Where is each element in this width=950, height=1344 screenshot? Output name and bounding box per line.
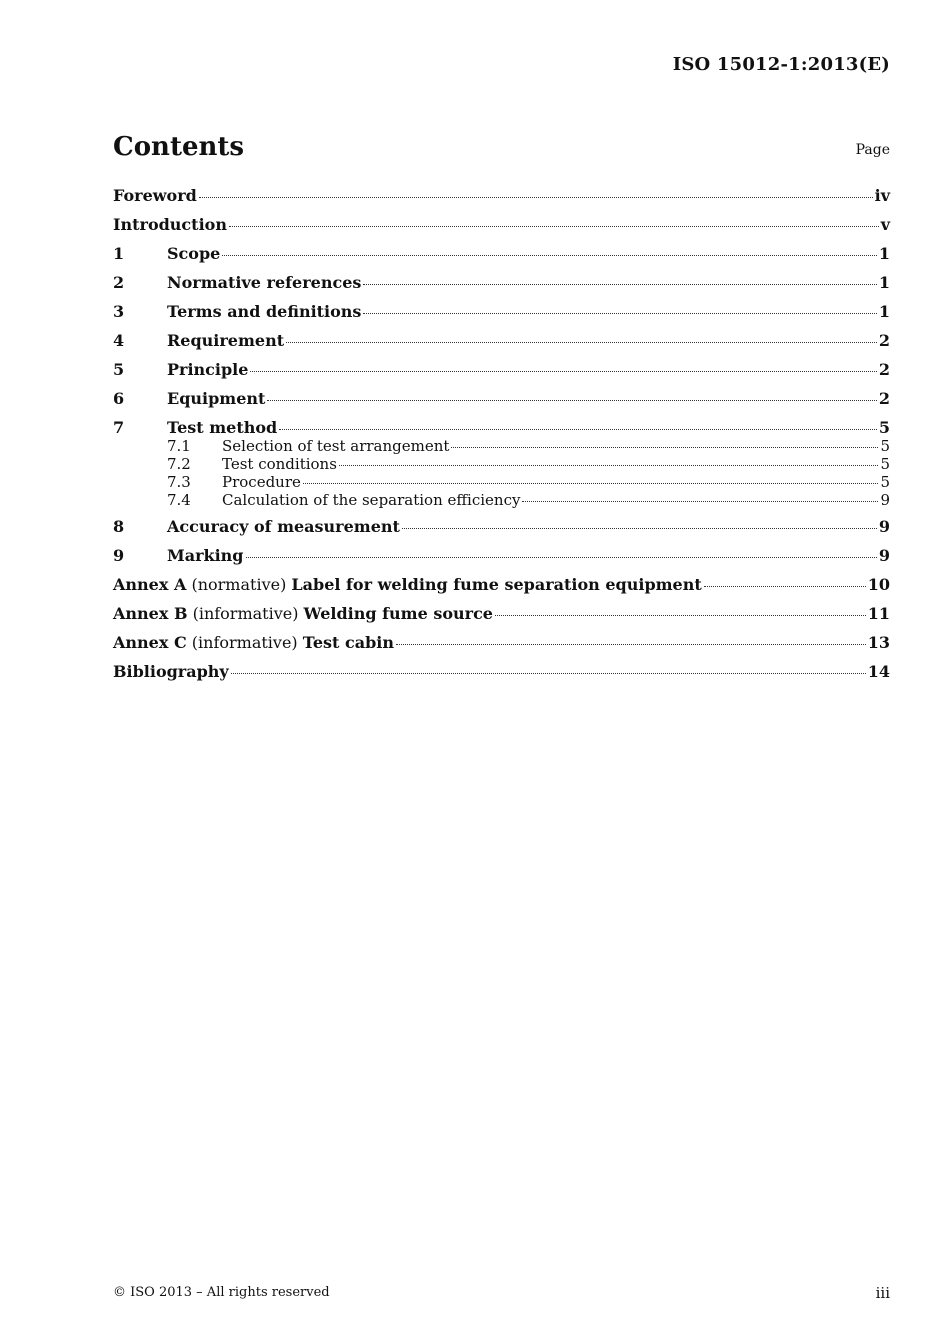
toc-entry-page: 13 (867, 633, 890, 652)
toc-entry-page: 9 (878, 517, 890, 536)
annex-title: Label for welding fume separation equipment (291, 575, 702, 594)
toc-entry[interactable] (113, 604, 890, 623)
dot-leader (396, 644, 866, 645)
toc-entry-page: 1 (878, 244, 890, 263)
annex-type: (informative) (186, 633, 303, 652)
toc-entry[interactable] (113, 662, 890, 681)
toc-entry-page: 10 (867, 575, 890, 594)
annex-label: Annex A (113, 575, 187, 594)
copyright-notice: © ISO 2013 – All rights reserved (113, 1285, 330, 1300)
toc-entry[interactable] (113, 331, 890, 350)
toc-entry[interactable] (113, 389, 890, 408)
toc-entry-number: 9 (113, 546, 125, 565)
toc-entry-number: 3 (113, 302, 125, 321)
toc-entry-title: Procedure (222, 473, 301, 491)
toc-entry-page: 1 (878, 302, 890, 321)
page-column-label: Page (855, 142, 890, 158)
toc-entry-number: 7.4 (167, 491, 191, 509)
toc-entry-title: Principle (167, 360, 249, 379)
dot-leader (363, 284, 876, 285)
dot-leader (229, 226, 879, 227)
annex-title: Welding fume source (303, 604, 493, 623)
annex-title: Test cabin (302, 633, 394, 652)
toc-entry[interactable] (113, 273, 890, 292)
dot-leader (522, 501, 878, 502)
toc-entry-page: v (880, 215, 890, 234)
dot-leader (495, 615, 866, 616)
toc-entry-page: 2 (878, 331, 890, 350)
toc-entry-number: 4 (113, 331, 125, 350)
toc-entry-number: 7.3 (167, 473, 191, 491)
toc-entry-page: 5 (880, 473, 890, 491)
toc-entry[interactable] (113, 517, 890, 536)
toc-entry-page: 5 (880, 455, 890, 473)
toc-entry-title: Normative references (167, 273, 362, 292)
dot-leader (231, 673, 866, 674)
annex-type: (informative) (187, 604, 304, 623)
toc-entry-page: 1 (878, 273, 890, 292)
toc-entry-title: Marking (167, 546, 244, 565)
dot-leader (199, 197, 873, 198)
toc-entry-page: 9 (878, 546, 890, 565)
toc-entry[interactable] (113, 491, 890, 509)
toc-entry[interactable] (113, 437, 890, 455)
toc-entry-title: Introduction (113, 215, 227, 234)
toc-entry-number: 7.2 (167, 455, 191, 473)
toc-entry[interactable] (113, 546, 890, 565)
toc-entry-number: 5 (113, 360, 125, 379)
document-id: ISO 15012-1:2013(E) (672, 54, 890, 75)
toc-entry-title: Requirement (167, 331, 285, 350)
toc-entry[interactable] (113, 244, 890, 263)
toc-entry-number: 8 (113, 517, 125, 536)
page-number: iii (875, 1284, 890, 1302)
toc-entry[interactable] (113, 418, 890, 437)
toc-entry-number: 7 (113, 418, 125, 437)
toc-entry-number: 7.1 (167, 437, 191, 455)
dot-leader (339, 465, 879, 466)
dot-leader (402, 528, 877, 529)
toc-entry-title: Bibliography (113, 662, 229, 681)
toc-entry-title: Scope (167, 244, 221, 263)
annex-label: Annex C (113, 633, 187, 652)
toc-entry-title: Terms and definitions (167, 302, 362, 321)
toc-entry-page: 2 (878, 360, 890, 379)
dot-leader (267, 400, 876, 401)
toc-entry[interactable] (113, 473, 890, 491)
dot-leader (451, 447, 878, 448)
annex-label: Annex B (113, 604, 188, 623)
toc-entry-page: iv (874, 186, 890, 205)
toc-entry-title: Calculation of the separation efficiency (222, 491, 521, 509)
table-of-contents (113, 186, 890, 681)
toc-entry[interactable] (113, 360, 890, 379)
toc-entry[interactable] (113, 186, 890, 205)
toc-entry-title: Equipment (167, 389, 266, 408)
dot-leader (286, 342, 877, 343)
dot-leader (363, 313, 876, 314)
toc-entry-title: Selection of test arrangement (222, 437, 450, 455)
dot-leader (279, 429, 877, 430)
toc-entry-title: Foreword (113, 186, 197, 205)
toc-entry-title: Test method (167, 418, 278, 437)
contents-heading: Contents (113, 132, 245, 162)
toc-entry-page: 5 (878, 418, 890, 437)
toc-entry[interactable] (113, 302, 890, 321)
dot-leader (250, 371, 876, 372)
toc-entry-title: Accuracy of measurement (167, 517, 400, 536)
toc-entry-page: 2 (878, 389, 890, 408)
toc-entry-title (113, 604, 493, 623)
toc-entry-title (113, 633, 394, 652)
toc-entry-page: 11 (867, 604, 890, 623)
dot-leader (303, 483, 879, 484)
toc-entry-title (113, 575, 702, 594)
toc-entry[interactable] (113, 633, 890, 652)
annex-type: (normative) (186, 575, 292, 594)
toc-entry-page: 9 (880, 491, 890, 509)
toc-entry-number: 6 (113, 389, 125, 408)
toc-entry-title: Test conditions (222, 455, 337, 473)
dot-leader (222, 255, 877, 256)
dot-leader (704, 586, 866, 587)
toc-entry-page: 5 (880, 437, 890, 455)
toc-entry[interactable] (113, 215, 890, 234)
toc-entry[interactable] (113, 455, 890, 473)
toc-entry-number: 2 (113, 273, 125, 292)
toc-entry[interactable] (113, 575, 890, 594)
dot-leader (246, 557, 877, 558)
toc-entry-number: 1 (113, 244, 125, 263)
toc-entry-page: 14 (867, 662, 890, 681)
